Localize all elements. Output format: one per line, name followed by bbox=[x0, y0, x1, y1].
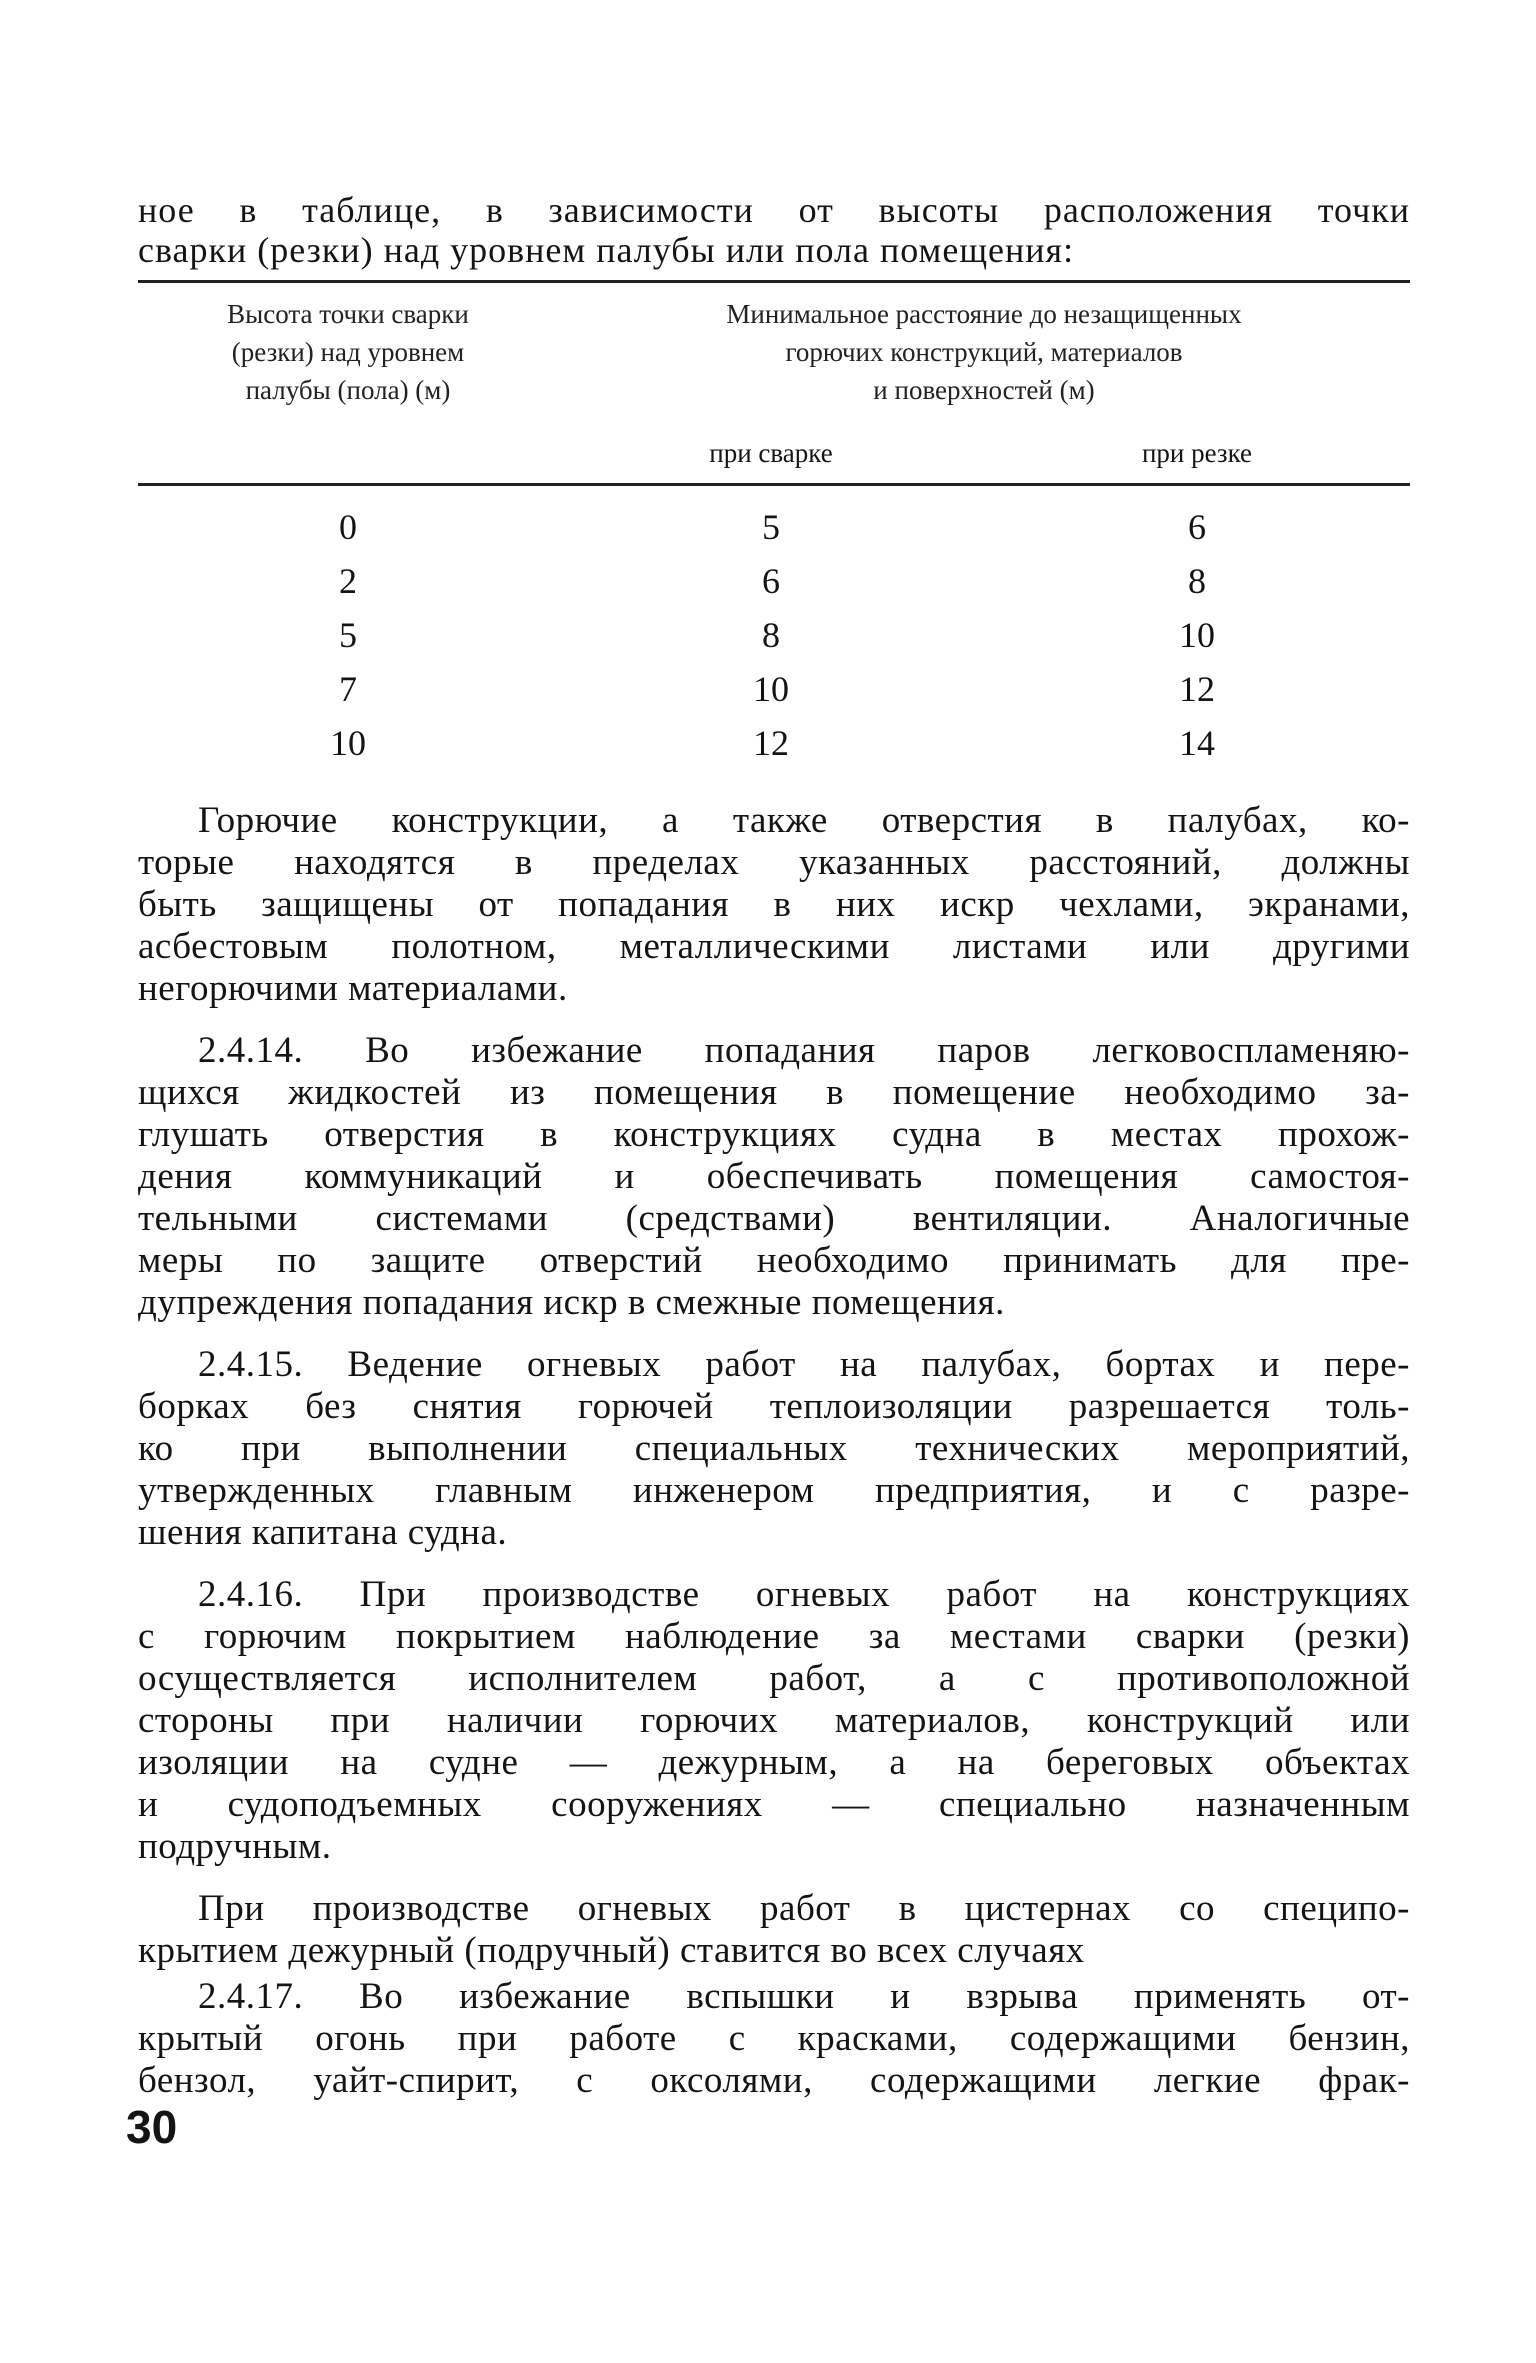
table-top-rule bbox=[138, 280, 1410, 283]
text-line: ко при выполнении специальных технических мероприятий, bbox=[138, 1428, 1410, 1469]
table-body bbox=[138, 500, 1410, 770]
cell-welding: 8 bbox=[762, 615, 780, 655]
text-line: осуществляется исполнителем работ, а с противоположной bbox=[138, 1658, 1410, 1699]
intro-line: сварки (резки) над уровнем палубы или пола помещения: bbox=[138, 230, 1075, 270]
table-row bbox=[138, 500, 1410, 554]
text-line: борках без снятия горючей теплоизоляции разрешается толь- bbox=[138, 1386, 1410, 1427]
text-line: стороны при наличии горючих материалов, конструкций или bbox=[138, 1700, 1410, 1741]
text-line: 2.4.16. При производстве огневых работ на конструкциях bbox=[198, 1574, 1410, 1615]
text-line: 2.4.15. Ведение огневых работ на палубах, бортах и пере- bbox=[198, 1344, 1410, 1385]
cell-cutting: 6 bbox=[1188, 507, 1206, 547]
table-subheader bbox=[138, 435, 1410, 471]
header-line: горючих конструкций, материалов bbox=[785, 337, 1183, 367]
text-line: тельными системами (средствами) вентиляции. Аналогичные bbox=[138, 1198, 1410, 1239]
cell-cutting: 10 bbox=[1179, 615, 1215, 655]
cell-welding: 5 bbox=[762, 507, 780, 547]
cell-height: 0 bbox=[339, 507, 357, 547]
text-line: бензол, уайт-спирит, с оксолями, содержащими легкие фрак- bbox=[138, 2060, 1410, 2101]
text-line: 2.4.17. Во избежание вспышки и взрыва применять от- bbox=[198, 1976, 1410, 2017]
cell-height: 2 bbox=[339, 561, 357, 601]
paragraph-2-4-15 bbox=[138, 1344, 1410, 1554]
table-row bbox=[138, 716, 1410, 770]
header-line: Высота точки сварки bbox=[227, 299, 469, 329]
text-line: шения капитана судна. bbox=[138, 1512, 508, 1553]
text-line: торые находятся в пределах указанных расстояний, должны bbox=[138, 842, 1410, 883]
text-line: асбестовым полотном, металлическими листами или другими bbox=[138, 926, 1410, 967]
header-distance bbox=[558, 295, 1410, 409]
paragraph-2-4-14 bbox=[138, 1030, 1410, 1324]
text-line: утвержденных главным инженером предприятия, и с разре- bbox=[138, 1470, 1410, 1511]
header-line: Минимальное расстояние до незащищенных bbox=[726, 299, 1242, 329]
text-line: быть защищены от попадания в них искр чехлами, экранами, bbox=[138, 884, 1410, 925]
table-header bbox=[138, 295, 1410, 409]
table-row bbox=[138, 554, 1410, 608]
text-line: подручным. bbox=[138, 1826, 332, 1867]
page-content bbox=[138, 190, 1410, 2122]
cell-cutting: 12 bbox=[1179, 669, 1215, 709]
paragraph-tanks bbox=[138, 1888, 1410, 1972]
cell-height: 7 bbox=[339, 669, 357, 709]
cell-welding: 10 bbox=[753, 669, 789, 709]
intro-text bbox=[138, 190, 1410, 270]
header-line: и поверхностей (м) bbox=[873, 375, 1095, 405]
text-line: изоляции на судне — дежурным, а на береговых объектах bbox=[138, 1742, 1410, 1783]
header-line: палубы (пола) (м) bbox=[245, 375, 451, 405]
text-line: При производстве огневых работ в цистернах со специпо- bbox=[198, 1888, 1410, 1929]
text-line: меры по защите отверстий необходимо принимать для пре- bbox=[138, 1240, 1410, 1281]
subheader-cutting: при резке bbox=[1141, 438, 1253, 468]
text-line: негорючими материалами. bbox=[138, 968, 568, 1009]
table-header-rule bbox=[138, 483, 1410, 486]
text-line: крытый огонь при работе с красками, содержащими бензин, bbox=[138, 2018, 1410, 2059]
cell-height: 10 bbox=[330, 723, 366, 763]
page-number: 30 bbox=[126, 2101, 178, 2153]
text-line: 2.4.14. Во избежание попадания паров легковоспламеняю- bbox=[198, 1030, 1410, 1071]
cell-height: 5 bbox=[339, 615, 357, 655]
text-line: дупреждения попадания искр в смежные помещения. bbox=[138, 1282, 1005, 1323]
header-line: (резки) над уровнем bbox=[231, 337, 465, 367]
subheader-welding: при сварке bbox=[709, 438, 833, 468]
text-line: с горючим покрытием наблюдение за местами сварки (резки) bbox=[138, 1616, 1410, 1657]
text-line: щихся жидкостей из помещения в помещение необходимо за- bbox=[138, 1072, 1410, 1113]
cell-cutting: 14 bbox=[1179, 723, 1215, 763]
table-row bbox=[138, 662, 1410, 716]
text-line: дения коммуникаций и обеспечивать помещения самостоя- bbox=[138, 1156, 1410, 1197]
paragraph-flammable-structures bbox=[138, 800, 1410, 1010]
paragraph-2-4-16 bbox=[138, 1574, 1410, 1868]
header-height bbox=[138, 295, 558, 409]
body-text bbox=[138, 800, 1410, 2102]
cell-welding: 12 bbox=[753, 723, 789, 763]
paragraph-2-4-17 bbox=[138, 1976, 1410, 2102]
cell-cutting: 8 bbox=[1188, 561, 1206, 601]
text-line: и судоподъемных сооружениях — специально назначенным bbox=[138, 1784, 1410, 1825]
table-row bbox=[138, 608, 1410, 662]
subheader-spacer bbox=[138, 435, 558, 471]
text-line: Горючие конструкции, а также отверстия в палубах, ко- bbox=[198, 800, 1410, 841]
cell-welding: 6 bbox=[762, 561, 780, 601]
text-line: крытием дежурный (подручный) ставится во всех случаях bbox=[138, 1930, 1085, 1971]
text-line: глушать отверстия в конструкциях судна в местах прохож- bbox=[138, 1114, 1410, 1155]
intro-line: ное в таблице, в зависимости от высоты расположения точки bbox=[138, 190, 1410, 230]
